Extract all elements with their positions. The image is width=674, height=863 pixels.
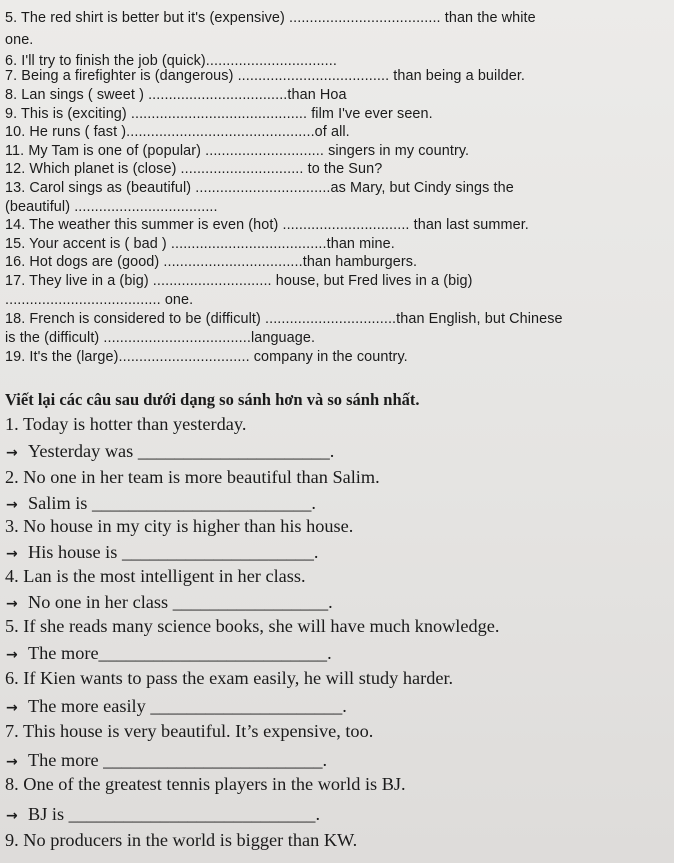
arrow-icon: → xyxy=(6,808,18,824)
exercise-line-13a: 13. Carol sings as (beautiful) .................................as Mary, but Cindy sings the xyxy=(5,180,514,196)
rewrite-question-9: 9. No producers in the world is bigger than KW. xyxy=(5,830,358,850)
exercise-line-5b: one. xyxy=(5,32,34,48)
exercise-line-6: 6. I'll try to finish the job (quick)................................ xyxy=(5,53,337,69)
exercise-line-10: 10. He runs ( fast )..............................................of all. xyxy=(5,124,350,140)
exercise-line-5a: 5. The red shirt is better but it's (expensive) ..................................... than the white xyxy=(5,10,536,26)
arrow-icon: → xyxy=(6,497,18,513)
rewrite-answer-3: → His house is _____________________. xyxy=(6,542,319,562)
rewrite-answer-8: → BJ is ___________________________. xyxy=(6,804,321,824)
exercise-line-18a: 18. French is considered to be (difficult) ................................than English, but Chinese xyxy=(5,311,563,327)
rewrite-answer-6: → The more easily _____________________. xyxy=(6,696,347,716)
rewrite-question-5: 5. If she reads many science books, she will have much knowledge. xyxy=(5,616,500,636)
rewrite-answer-7: → The more ________________________. xyxy=(6,750,328,770)
exercise-line-9: 9. This is (exciting) ........................................... film I've ever seen. xyxy=(5,106,433,122)
rewrite-answer-5: → The more_________________________. xyxy=(6,643,332,663)
arrow-icon: → xyxy=(6,546,18,562)
rewrite-answer-4: → No one in her class _________________. xyxy=(6,592,333,612)
exercise-line-13b: (beautiful) ................................... xyxy=(5,199,218,215)
exercise-line-8: 8. Lan sings ( sweet ) ..................................than Hoa xyxy=(5,87,347,103)
section-heading: Viết lại các câu sau dưới dạng so sánh hơn và so sánh nhất. xyxy=(5,390,420,409)
exercise-line-15: 15. Your accent is ( bad ) ......................................than mine. xyxy=(5,236,395,252)
exercise-line-18b: is the (difficult) ....................................language. xyxy=(5,330,316,346)
exercise-line-11: 11. My Tam is one of (popular) ............................. singers in my country. xyxy=(5,143,470,159)
exercise-line-19: 19. It's the (large)................................ company in the country. xyxy=(5,349,408,365)
rewrite-question-4: 4. Lan is the most intelligent in her class. xyxy=(5,566,306,586)
rewrite-question-3: 3. No house in my city is higher than his house. xyxy=(5,516,354,536)
rewrite-question-7: 7. This house is very beautiful. It’s expensive, too. xyxy=(5,721,374,741)
arrow-icon: → xyxy=(6,754,18,770)
exercise-line-7: 7. Being a firefighter is (dangerous) ..................................... than being a builder. xyxy=(5,68,526,84)
rewrite-answer-1: → Yesterday was _____________________. xyxy=(6,441,335,461)
arrow-icon: → xyxy=(6,596,18,612)
exercise-line-14: 14. The weather this summer is even (hot) ............................... than last summer. xyxy=(5,217,529,233)
rewrite-question-2: 2. No one in her team is more beautiful than Salim. xyxy=(5,467,380,487)
exercise-line-17b: ...................................... one. xyxy=(5,292,194,308)
rewrite-question-8: 8. One of the greatest tennis players in the world is BJ. xyxy=(5,774,406,794)
arrow-icon: → xyxy=(6,700,18,716)
arrow-icon: → xyxy=(6,647,18,663)
arrow-icon: → xyxy=(6,445,18,461)
rewrite-answer-2: → Salim is ________________________. xyxy=(6,493,316,513)
exercise-line-17a: 17. They live in a (big) ............................. house, but Fred lives in a (big) xyxy=(5,273,473,289)
rewrite-question-1: 1. Today is hotter than yesterday. xyxy=(5,414,247,434)
exercise-line-16: 16. Hot dogs are (good) ..................................than hamburgers. xyxy=(5,254,418,270)
exercise-line-12: 12. Which planet is (close) .............................. to the Sun? xyxy=(5,161,383,177)
rewrite-question-6: 6. If Kien wants to pass the exam easily, he will study harder. xyxy=(5,668,454,688)
